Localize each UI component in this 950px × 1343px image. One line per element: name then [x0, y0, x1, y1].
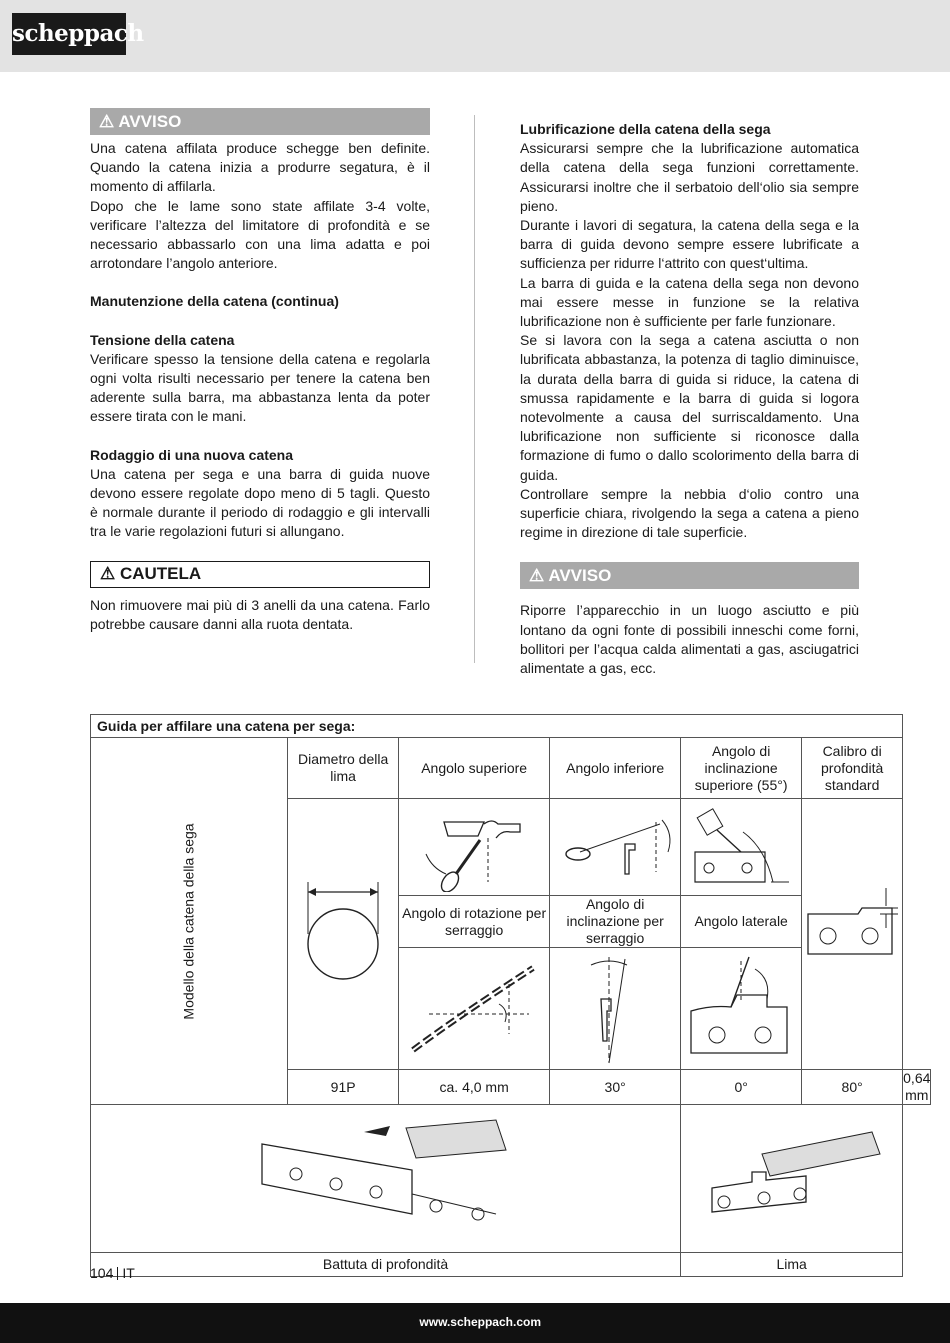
file-bottom-angle-icon [550, 802, 680, 892]
side-angle-illustration [681, 948, 802, 1070]
header-rotation-angle: Angolo di rotazione per serraggio [399, 896, 550, 948]
avviso-banner-right: ⚠ AVVISO [520, 562, 859, 589]
tilt-angle-illustration [681, 799, 802, 896]
value-top-angle: 30° [550, 1070, 681, 1105]
header-file-diameter: Diametro della lima [288, 738, 399, 799]
footer-band [0, 1303, 950, 1343]
chain-side-angle-icon [681, 951, 801, 1066]
file-chain-icon [692, 1124, 892, 1234]
page-number [90, 1265, 135, 1281]
file-circle-icon [288, 874, 398, 994]
lubrication-p1: Assicurarsi sempre che la lubrificazione automatica della catena della sega funzioni correttamente. Assicurarsi inoltre che il serbatoio dell‘olio sia sempre pieno. [520, 140, 859, 214]
table-title: Guida per affilare una catena per sega: [91, 715, 903, 738]
depth-stop-chain-icon [256, 1114, 516, 1244]
page-number-value: 104 [90, 1265, 114, 1281]
lubrication-p5: Controllare sempre la nebbia d‘olio contro una superficie chiara, rivolgendo la sega a catena a pieno regime in direzione di tale superficie. [520, 485, 859, 541]
chain-rotation-icon [399, 954, 549, 1064]
breakin-heading: Rodaggio di una nuova catena [90, 446, 294, 463]
value-tilt-angle: 80° [802, 1070, 903, 1105]
file-diameter-illustration [288, 799, 399, 1070]
header-top-angle: Angolo superiore [399, 738, 550, 799]
file-illustration [681, 1105, 903, 1253]
value-diameter: ca. 4,0 mm [399, 1070, 550, 1105]
brand-logo: scheppach [12, 13, 126, 55]
rotation-angle-illustration [399, 948, 550, 1070]
avviso-text: Una catena affilata produce schegge ben definite. Quando la catena inizia a produrre segatura, è il momento di affilarla. [90, 140, 430, 195]
depth-gauge-icon [802, 884, 902, 984]
header-clamp-tilt-angle: Angolo di inclinazione per serraggio [550, 896, 681, 948]
header-side-angle: Angolo laterale [681, 896, 802, 948]
footer-url: www.scheppach.com [419, 1315, 541, 1329]
lubrication-p4: Se si lavora con la sega a catena asciutta o non lubrificata abbastanza, la potenza di taglio diminuisce, la durata della barra di guida si riduce, la catena di smussa rapidamente e la barra di guida si logora notevolmente a causa del surriscaldamento. Una lubrificazione non sufficiente si riconosce dalla formazione di fumo o dallo scolorimento della barra di guida. [520, 332, 859, 483]
maintenance-heading: Manutenzione della catena (continua) [90, 293, 339, 310]
header-depth-gauge: Calibro di profondità standard [802, 738, 903, 799]
column-divider [474, 115, 475, 663]
tension-heading: Tensione della catena [90, 331, 235, 348]
breakin-text: Una catena per sega e una barra di guida nuove devono essere regolate dopo meno di 5 tagli. Questo è normale durante il periodo di rodaggio e gli intervalli tra le varie regolazioni futuri si allungano. [90, 465, 430, 540]
side-label: Modello della catena della sega [180, 822, 197, 1020]
depth-stop-illustration [91, 1105, 681, 1253]
bottom-angle-illustration [550, 799, 681, 896]
lubrication-heading: Lubrificazione della catena della sega [520, 121, 771, 137]
page-language: IT [122, 1265, 135, 1281]
cautela-text: Non rimuovere mai più di 3 anelli da una catena. Farlo potrebbe causare danni alla ruota dentata. [90, 596, 430, 632]
left-column [90, 108, 430, 634]
tension-text: Verificare spesso la tensione della catena e regolarla ogni volta risulti necessario per tenere la catena ben aderente sulla barra, ma abbastanza lenta da poter essere tirata con le mani. [90, 350, 430, 425]
header-band [0, 0, 950, 72]
right-column [520, 120, 859, 678]
caption-file: Lima [681, 1253, 903, 1277]
value-depth: 0,64 mm [903, 1070, 931, 1103]
cautela-banner: ⚠ CAUTELA [90, 561, 430, 588]
sharpening-guide-table [90, 714, 931, 1277]
avviso-banner: ⚠ AVVISO [90, 108, 430, 135]
depth-gauge-illustration [802, 799, 903, 1070]
file-tilt-angle-icon [681, 802, 801, 892]
caption-depth-stop: Battuta di profondità [91, 1253, 681, 1277]
file-top-angle-icon [414, 802, 534, 892]
file-clamp-tilt-icon [565, 951, 665, 1066]
avviso-right-text: Riporre l’apparecchio in un luogo asciutto e più lontano da ogni fonte di possibili inneschi come forni, bollitori per l’acqua calda alimentati a gas, asciugatrici alimentate a gas, ecc. [520, 602, 859, 677]
avviso-text-2: Dopo che le lame sono state affilate 3-4 volte, verificare l’altezza del limitatore di profondità e se necessario abbassarlo con una lima adatta e poi arrotondare l’angolo anteriore. [90, 197, 430, 272]
lubrication-p3: La barra di guida e la catena della sega non devono mai essere messe in funzione se la relativa lubrificazione non è sufficiente per farle funzionare. [520, 274, 859, 330]
top-angle-illustration [399, 799, 550, 896]
side-label-cell [91, 738, 288, 1105]
value-bottom-angle: 0° [681, 1070, 802, 1105]
header-bottom-angle: Angolo inferiore [550, 738, 681, 799]
value-model: 91P [288, 1070, 399, 1105]
header-tilt-angle: Angolo di inclinazione superiore (55°) [681, 738, 802, 799]
clamp-tilt-illustration [550, 948, 681, 1070]
lubrication-p2: Durante i lavori di segatura, la catena della sega e la barra di guida devono sempre essere lubrificate a sufficienza per ridurre l‘attrito con quest‘ultima. [520, 217, 859, 272]
